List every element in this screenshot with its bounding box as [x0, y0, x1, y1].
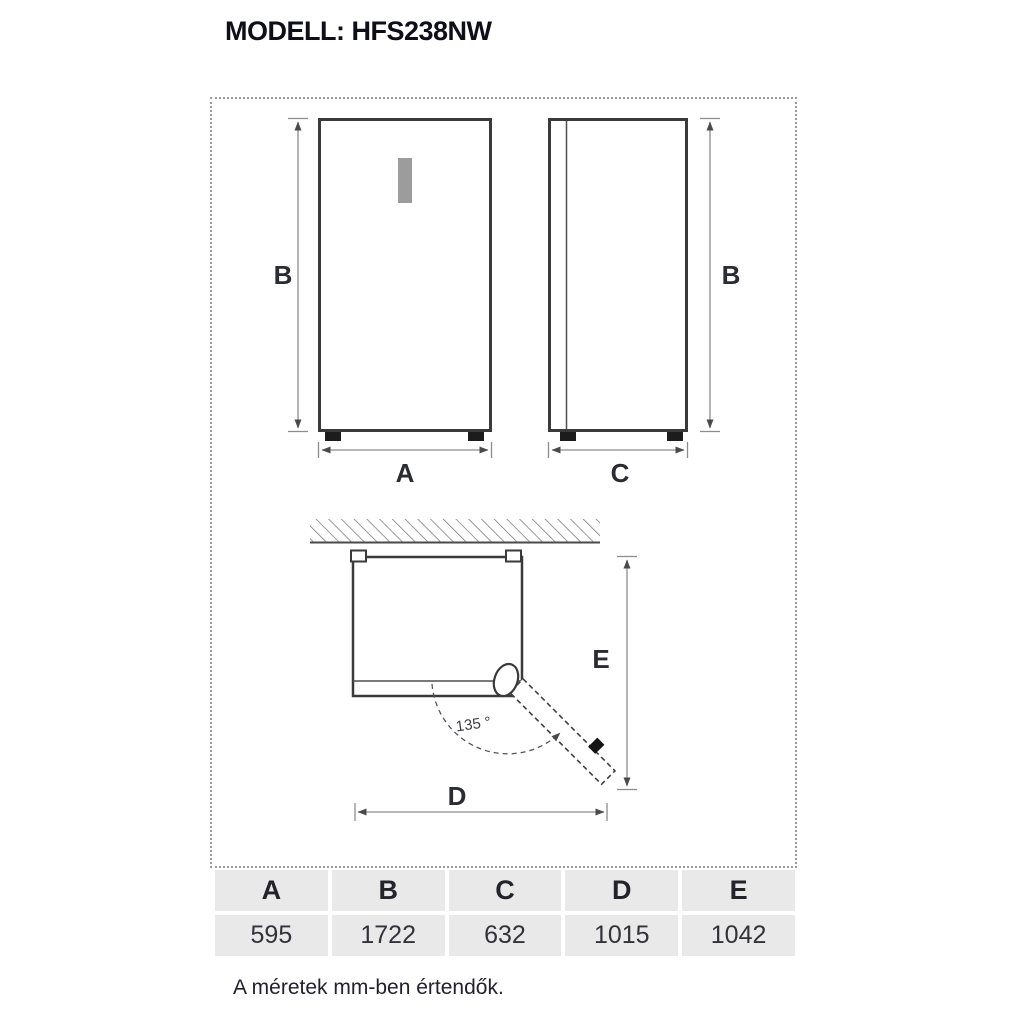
dimension-line-side-height — [700, 119, 720, 432]
open-door — [510, 671, 623, 784]
front-foot-left — [325, 432, 341, 441]
table-header-b: B — [332, 870, 445, 911]
table-value-b: 1722 — [332, 915, 445, 956]
side-cabinet — [550, 120, 687, 431]
front-view — [274, 119, 492, 489]
table-header-e: E — [682, 870, 795, 911]
front-foot-right — [468, 432, 484, 441]
wall-hatch — [310, 519, 600, 542]
label-side-height: B — [721, 260, 741, 290]
wall-spacer-right — [506, 551, 521, 562]
label-side-depth: C — [610, 458, 630, 488]
display-panel — [398, 158, 412, 203]
dimension-line-open-depth — [617, 557, 637, 790]
dimensions-table — [215, 870, 795, 956]
dimension-line-plan-width — [355, 803, 607, 821]
table-value-d: 1015 — [565, 915, 678, 956]
table-value-c: 632 — [449, 915, 562, 956]
top-view — [310, 519, 637, 821]
label-front-height: B — [273, 260, 293, 290]
table-value-a: 595 — [215, 915, 328, 956]
label-plan-width: D — [447, 781, 467, 811]
side-foot-right — [667, 432, 683, 441]
label-front-width: A — [395, 458, 415, 488]
wall-spacer-left — [351, 551, 366, 562]
dimension-line-front-width — [319, 442, 492, 458]
side-foot-left — [560, 432, 576, 441]
label-door-angle: 135 ° — [454, 713, 492, 736]
side-view — [549, 119, 741, 489]
dimension-line-side-depth — [549, 442, 688, 458]
table-header-a: A — [215, 870, 328, 911]
table-value-e: 1042 — [682, 915, 795, 956]
table-header-d: D — [565, 870, 678, 911]
model-title: MODELL: HFS238NW — [225, 16, 492, 46]
table-header-c: C — [449, 870, 562, 911]
footer-note: A méretek mm-ben értendők. — [233, 976, 504, 999]
label-open-depth: E — [592, 644, 610, 674]
